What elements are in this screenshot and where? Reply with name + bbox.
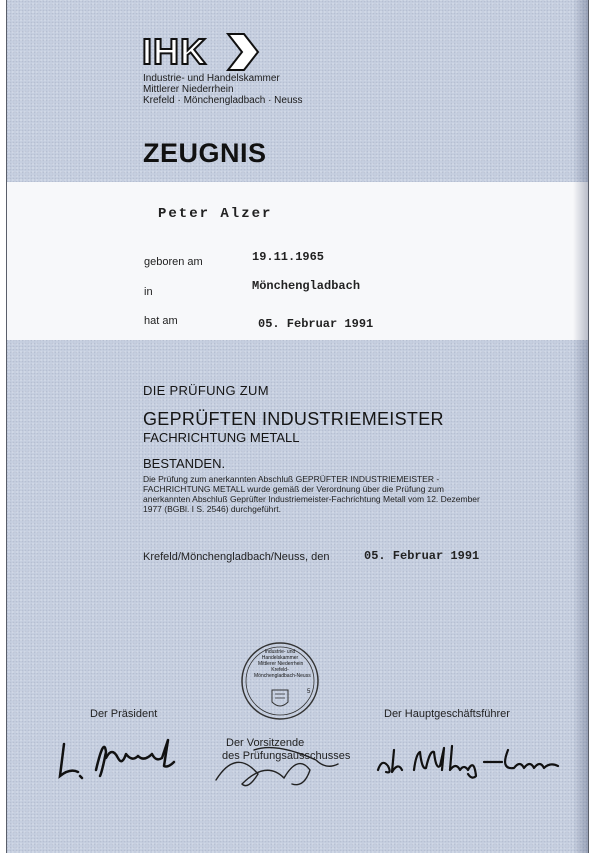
issue-date: 05. Februar 1991 (364, 549, 480, 563)
exam-date: 05. Februar 1991 (258, 317, 374, 331)
right-edge (588, 0, 589, 853)
seal-line-3: Mittlerer Niederrhein (258, 661, 304, 667)
ihk-logo-text: IHK (142, 31, 207, 72)
chair-signature (206, 740, 376, 795)
exam-line-2: GEPRÜFTEN INDUSTRIEMEISTER (143, 409, 444, 429)
born-date: 19.11.1965 (252, 250, 325, 264)
page-shadow (573, 0, 588, 853)
exam-line-3: FACHRICHTUNG METALL (143, 430, 300, 445)
exam-result: BESTANDEN. (143, 456, 226, 471)
president-signature (56, 732, 196, 782)
seal-line-1: Industrie- und (264, 649, 296, 655)
org-line-2: Mittlerer Niederrhein (143, 84, 234, 95)
seal-line-4: Krefeld- (271, 667, 289, 673)
person-name: Peter Alzer (158, 206, 273, 222)
ceo-signature (372, 740, 572, 780)
place-label: in (144, 286, 153, 298)
org-line-1: Industrie- und Handelskammer (143, 73, 280, 84)
place-date-label: Krefeld/Mönchengladbach/Neuss, den (143, 551, 330, 563)
seal-line-2: Handelskammer (261, 655, 299, 661)
chair-label-1: Der Vorsitzende (226, 737, 305, 749)
left-edge (6, 0, 7, 853)
official-seal (239, 640, 321, 727)
birth-place: Mönchengladbach (252, 279, 361, 293)
born-label: geboren am (144, 256, 203, 268)
chair-label-2: des Prüfungsausschusses (222, 750, 351, 762)
ceo-label: Der Hauptgeschäftsführer (384, 708, 510, 720)
president-label: Der Präsident (90, 708, 158, 720)
exam-paragraph: Die Prüfung zum anerkannten Abschluß GEPRÜFTER INDUSTRIEMEISTER - FACHRICHTUNG METALL wurde gemäß der Verordnung über die Prüfung zum anerkannten Abschluß Geprüfter Industriemeister-Fachrichtung Metall vom 12. Dezember 1977 (BGBl. I S. 2546) durchgeführt. (143, 474, 480, 514)
seal-number: 5 (307, 689, 311, 695)
exam-line-1: DIE PRÜFUNG ZUM (143, 383, 269, 398)
exam-date-label: hat am (144, 315, 178, 327)
certificate-title: ZEUGNIS (143, 138, 267, 168)
ihk-logo-chevron-icon (224, 32, 260, 72)
org-line-3: Krefeld · Mönchengladbach · Neuss (143, 95, 303, 106)
seal-line-5: Mönchengladbach-Neuss (254, 673, 311, 679)
